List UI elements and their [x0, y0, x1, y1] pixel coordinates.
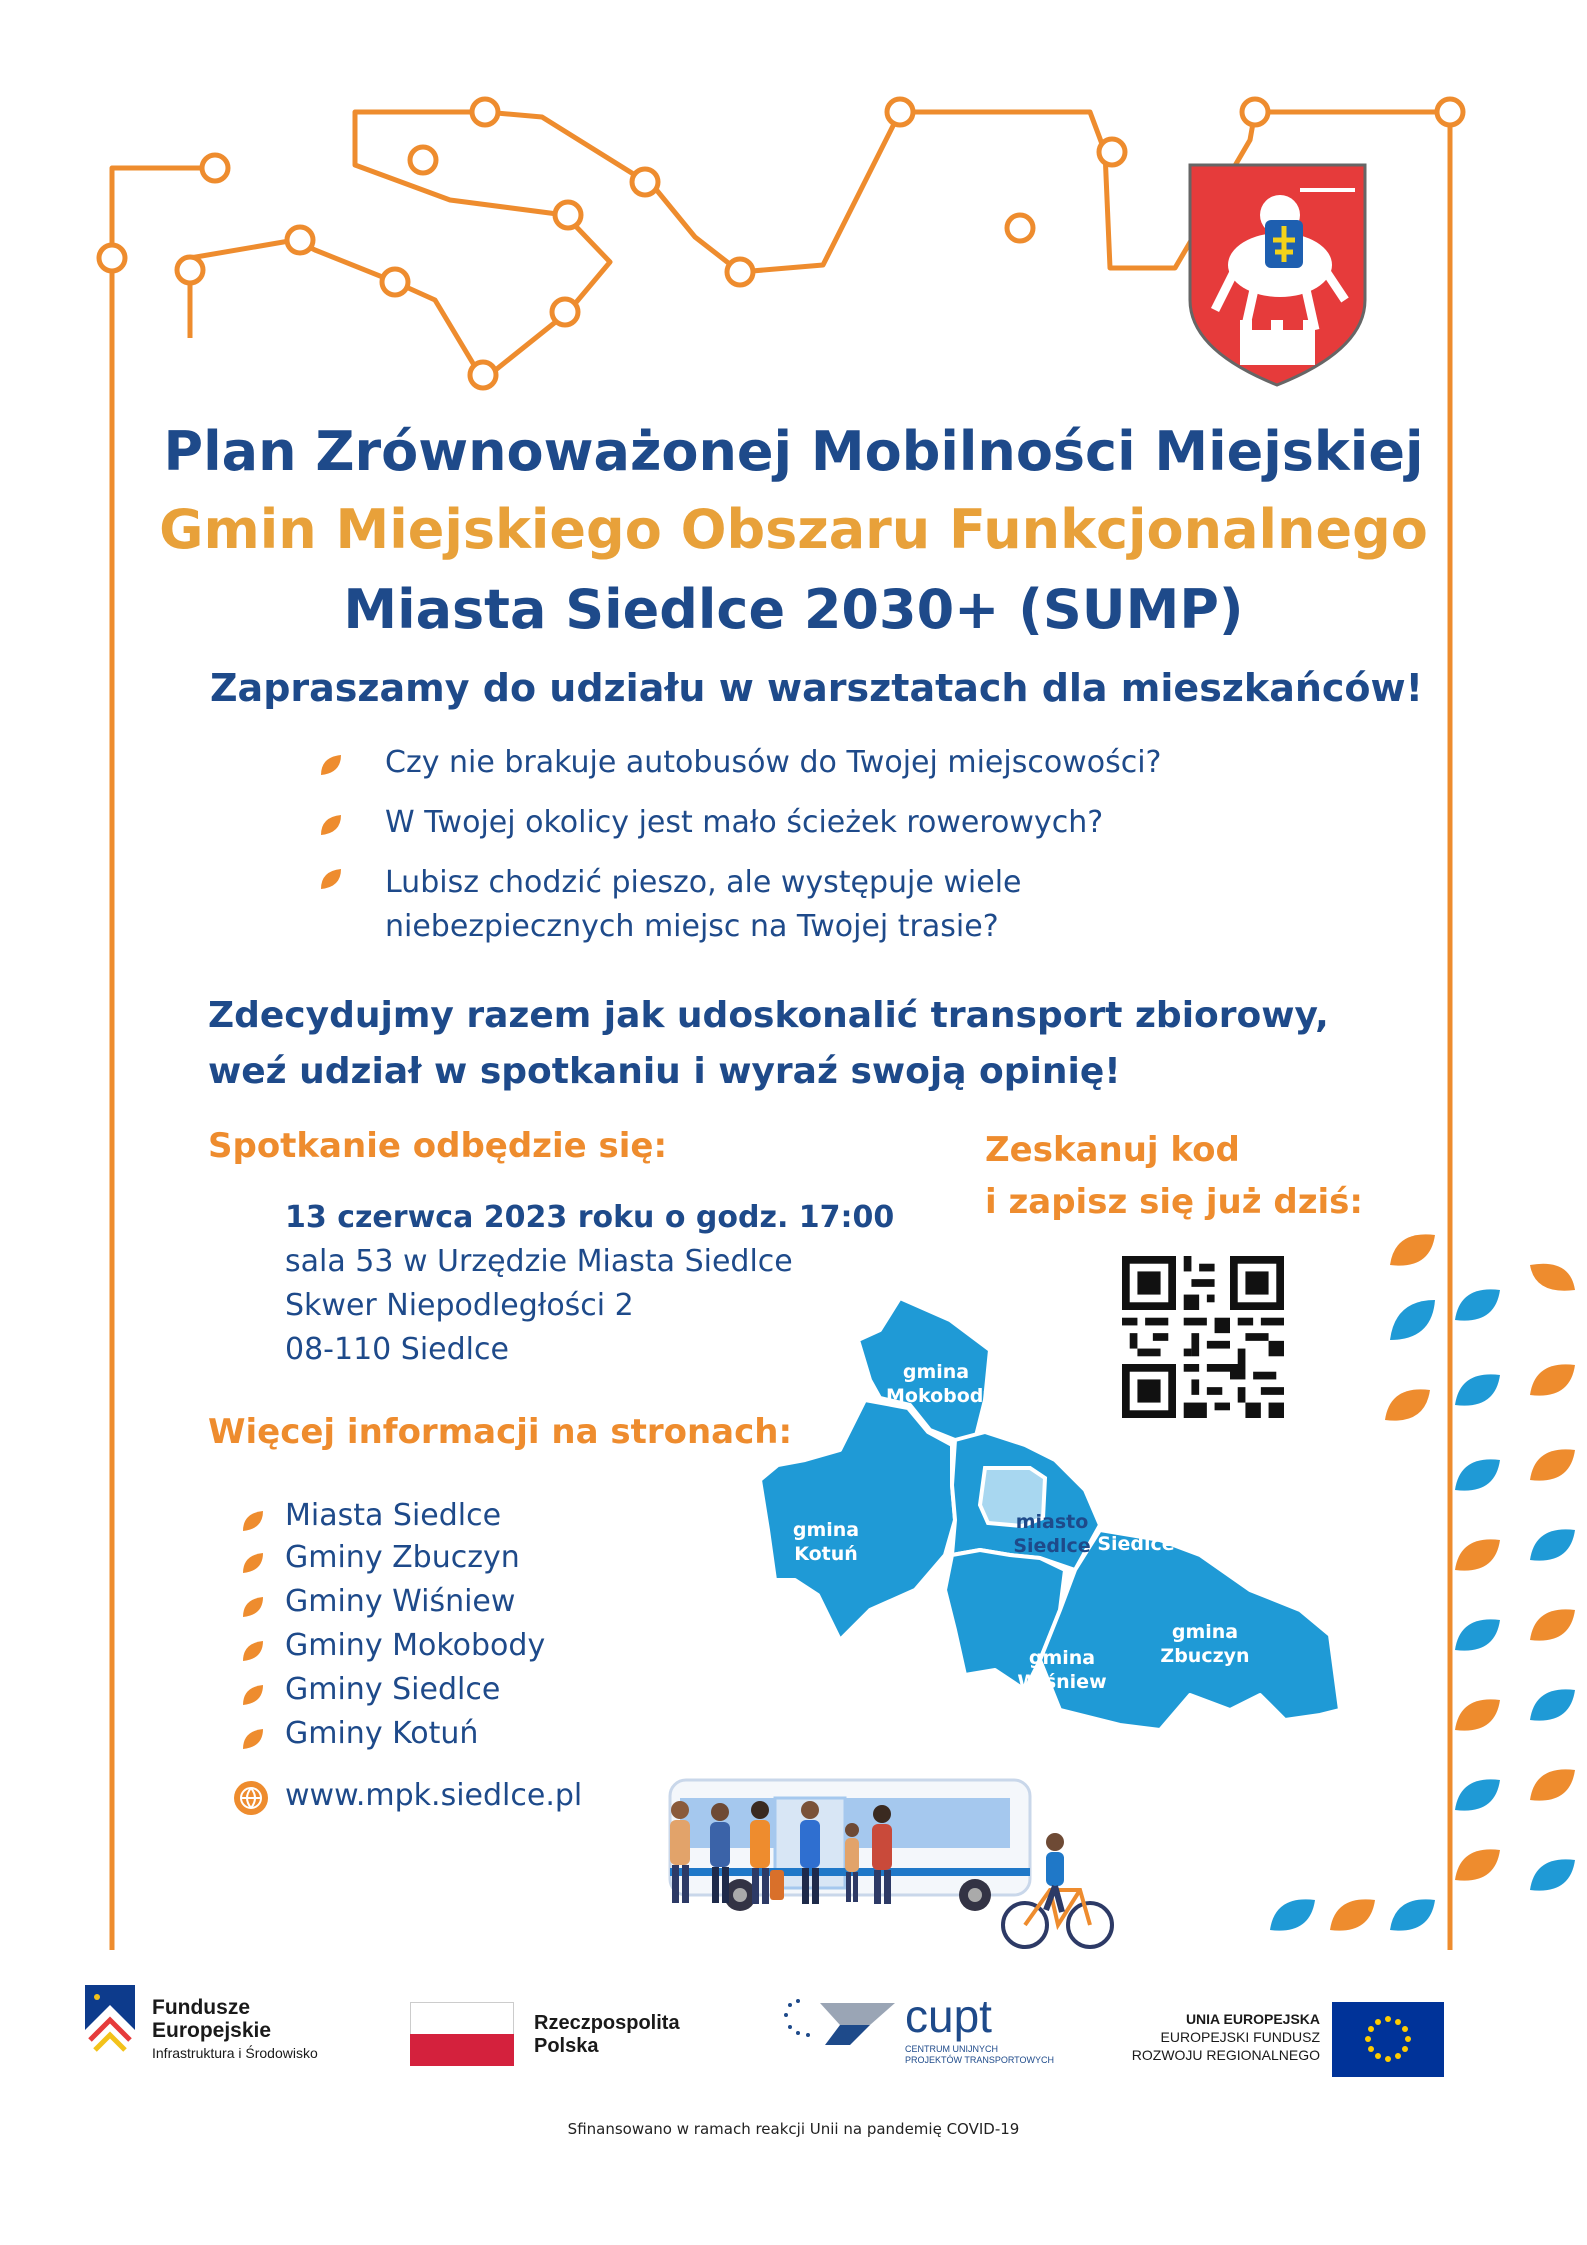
cupt-logo-sub2: PROJEKTÓW TRANSPORTOWYCH — [905, 2055, 1055, 2065]
website-link[interactable]: www.mpk.siedlce.pl — [285, 1778, 583, 1813]
page-title-line3: Miasta Siedlce 2030+ (SUMP) — [343, 578, 1244, 641]
fe-logo-line3: Infrastruktura i Środowisko — [152, 2045, 318, 2061]
question-buses: Czy nie brakuje autobusów do Twojej miejscowości? — [385, 745, 1162, 780]
meeting-city: 08-110 Siedlce — [285, 1332, 509, 1367]
ue-logo-line1: UNIA EUROPEJSKA — [1185, 2011, 1320, 2027]
scan-heading-line1: Zeskanuj kod — [985, 1130, 1240, 1170]
question-walking-line1: Lubisz chodzić pieszo, ale występuje wiele — [385, 865, 1022, 900]
rp-logo-line2: Polska — [534, 2035, 599, 2057]
meeting-room: sala 53 w Urzędzie Miasta Siedlce — [285, 1244, 793, 1279]
page-title-line1: Plan Zrównoważonej Mobilności Miejskiej — [163, 420, 1424, 483]
cupt-logo-sub1: CENTRUM UNIJNYCH — [905, 2044, 998, 2054]
map-label-wisniew-line1: gmina — [1028, 1647, 1096, 1669]
ue-logo-line2: EUROPEJSKI FUNDUSZ — [1160, 2029, 1320, 2045]
fe-logo-line2: Europejskie — [152, 2019, 272, 2042]
call-to-action-line1: Zdecydujmy razem jak udoskonalić transport zbiorowy, — [208, 995, 1329, 1036]
site-link-gmina-siedlce[interactable]: Gminy Siedlce — [285, 1672, 501, 1707]
bus-icon — [620, 1770, 1040, 1920]
meeting-street: Skwer Niepodległości 2 — [285, 1288, 634, 1323]
map-label-mokobody-line2: Mokobody — [886, 1385, 996, 1407]
map-label-zbuczyn-line2: Zbuczyn — [1160, 1645, 1250, 1667]
call-to-action-line2: weź udział w spotkaniu i wyraź swoją opinię! — [208, 1051, 1121, 1092]
map-label-zbuczyn-line1: gmina — [1171, 1621, 1239, 1643]
cupt-logo-icon — [780, 1995, 900, 2055]
invitation-heading: Zapraszamy do udziału w warsztatach dla mieszkańców! — [210, 666, 1423, 710]
funding-note: Sfinansowano w ramach reakcji Unii na pandemię COVID-19 — [567, 2120, 1020, 2138]
fundusze-europejskie-logo-icon — [85, 1985, 135, 2055]
map-label-gmina-siedlce-line2: Siedlce — [1097, 1533, 1175, 1555]
map-label-wisniew-line2: Wiśniew — [1017, 1671, 1107, 1693]
rp-logo-text — [534, 2012, 680, 2058]
info-heading: Więcej informacji na stronach: — [208, 1412, 793, 1452]
page-title-line2: Gmin Miejskiego Obszaru Funkcjonalnego — [159, 498, 1428, 561]
map-label-kotun-line2: Kotuń — [794, 1543, 858, 1565]
rp-logo-line1: Rzeczpospolita — [534, 2012, 680, 2034]
map-label-miasto-line1: miasto — [1015, 1511, 1089, 1533]
map-label-gmina-siedlce-line1: gmina — [1102, 1509, 1170, 1531]
fe-logo-text — [152, 1996, 318, 2065]
site-link-mokobody[interactable]: Gminy Mokobody — [285, 1628, 546, 1663]
polish-flag-icon — [410, 2002, 514, 2066]
eu-flag-icon — [1332, 2002, 1444, 2077]
question-walking-line2: niebezpiecznych miejsc na Twojej trasie? — [385, 909, 999, 944]
site-link-kotun[interactable]: Gminy Kotuń — [285, 1716, 479, 1751]
site-link-zbuczyn[interactable]: Gminy Zbuczyn — [285, 1540, 520, 1575]
question-bike-paths: W Twojej okolicy jest mało ścieżek rowerowych? — [385, 805, 1104, 840]
map-label-miasto-line2: Siedlce — [1013, 1535, 1091, 1557]
map-label-mokobody-line1: gmina — [902, 1361, 970, 1383]
site-link-wisniew[interactable]: Gminy Wiśniew — [285, 1584, 516, 1619]
cupt-logo-subtitle — [905, 2044, 1054, 2066]
fe-logo-line1: Fundusze — [152, 1996, 250, 2019]
scan-heading-line2: i zapisz się już dziś: — [985, 1182, 1363, 1222]
ue-logo-line3: ROZWOJU REGIONALNEGO — [1131, 2047, 1320, 2063]
meeting-date: 13 czerwca 2023 roku o godz. 17:00 — [285, 1200, 895, 1235]
map-label-kotun-line1: gmina — [792, 1519, 860, 1541]
meeting-heading: Spotkanie odbędzie się: — [208, 1126, 668, 1166]
site-link-miasta-siedlce[interactable]: Miasta Siedlce — [285, 1498, 502, 1533]
cupt-logo-title: cupt — [905, 1990, 992, 2042]
bicycle-icon — [1000, 1830, 1115, 1955]
ue-logo-text — [1120, 2010, 1320, 2064]
